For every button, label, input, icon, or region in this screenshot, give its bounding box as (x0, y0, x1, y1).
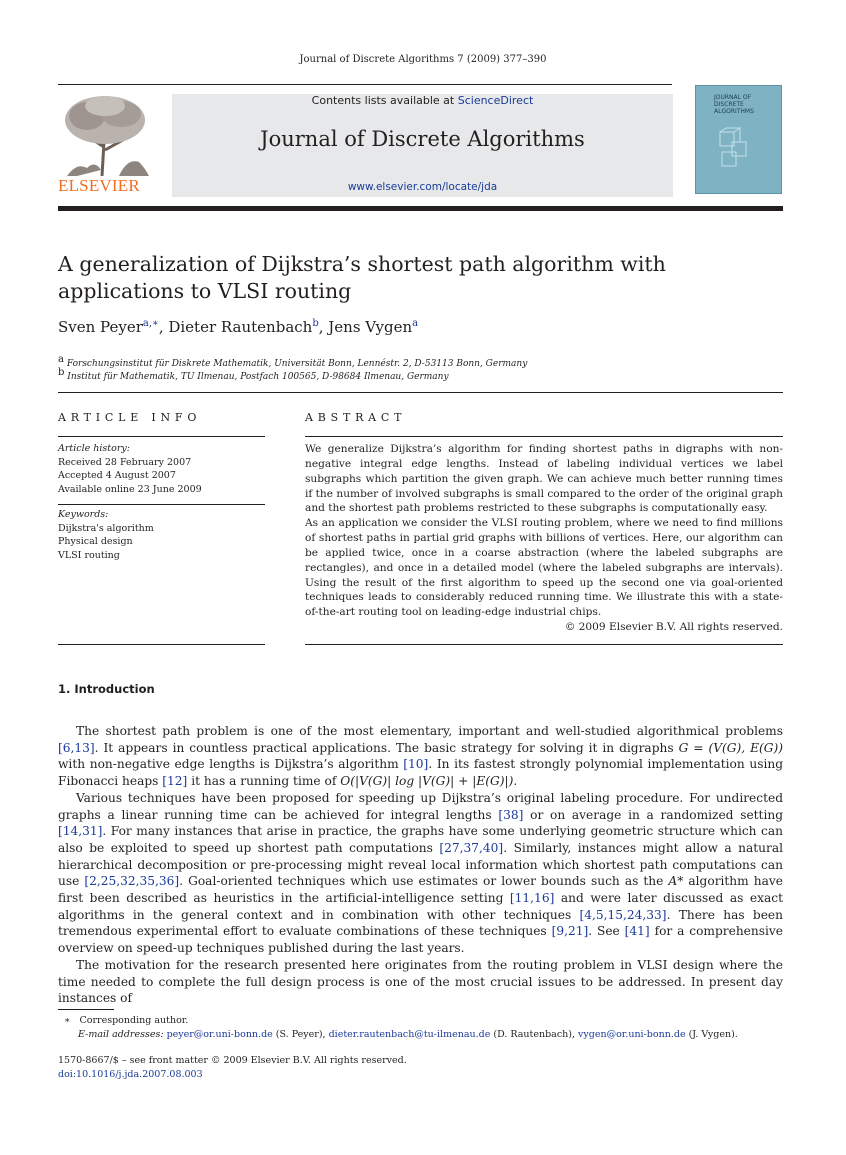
abstract-paragraph: As an application we consider the VLSI routing problem, where we need to find millions of shortest paths in partial grid graphs with billions of vertices. Here, our algorithm can be applied twice, once in a coarse abstraction (where the labeled subgraphs are rectangles), and once in a detailed model (where the labeled subgraphs are intervals). Using the result of the first algorithm to speed up the second one via goal-oriented techniques leads to considerably reduced running time. We illustrate this with a state-of-the-art routing tool on leading-edge industrial chips. (305, 517, 783, 619)
cover-title: JOURNAL OF DISCRETE ALGORITHMS (714, 94, 754, 115)
affiliation-rule (58, 392, 783, 393)
cover-graphic-icon (714, 126, 754, 176)
keywords-label: Keywords: (58, 509, 109, 520)
section-rule (58, 504, 265, 505)
elsevier-tree-logo-icon (57, 92, 155, 176)
citation-link[interactable]: [11,16] (509, 891, 555, 906)
section-rule (58, 436, 265, 437)
footnote-emails: E-mail addresses: peyer@or.uni-bonn.de (S. Peyer), dieter.rautenbach@tu-ilmenau.de (D. Rautenbach), vygen@or.uni-bonn.de (J. Vygen). (78, 1029, 738, 1040)
email-link[interactable]: peyer@or.uni-bonn.de (166, 1029, 273, 1040)
masthead-thick-rule (58, 206, 783, 211)
author-affiliation-marker[interactable]: a,∗ (142, 318, 159, 329)
section-rule (58, 644, 265, 645)
article-info-heading: ARTICLE INFO (58, 411, 202, 424)
citation-link[interactable]: [4,5,15,24,33] (579, 907, 667, 922)
author-name: Dieter Rautenbach (168, 318, 313, 336)
body-text (58, 723, 783, 1007)
author-affiliation-marker[interactable]: a (412, 318, 419, 329)
running-head: Journal of Discrete Algorithms 7 (2009) 377–390 (299, 54, 547, 65)
math-expression: A* (668, 874, 684, 889)
contents-prefix: Contents lists available at (311, 94, 458, 107)
citation-link[interactable]: [9,21] (551, 924, 589, 939)
keyword: VLSI routing (58, 549, 120, 561)
article-history (58, 442, 202, 496)
article-title: A generalization of Dijkstra’s shortest path algorithm with applications to VLSI routing (58, 252, 666, 303)
elsevier-wordmark: ELSEVIER (58, 176, 140, 195)
citation-link[interactable]: [38] (498, 807, 524, 822)
citation-link[interactable]: [2,25,32,35,36] (84, 874, 180, 889)
affiliation: $^a$ Forschungsinstitut für Diskrete Mathematik, Universität Bonn, Lennéstr. 2, D-53113 Bonn, Germany (58, 354, 528, 369)
history-online: Available online 23 June 2009 (58, 483, 202, 495)
abstract-paragraph: We generalize Dijkstra’s algorithm for finding shortest paths in digraphs with non-negative integral edge lengths. Instead of labeling individual vertices we label subgraphs which partition the given graph. We can achieve much better running times if the number of involved subgraphs is small compared to the order of the original graph and the shortest path problems restricted to these subgraphs is computationally easy. (305, 443, 783, 515)
section-heading-introduction: 1. Introduction (58, 682, 155, 696)
body-paragraph: The motivation for the research presented here originates from the routing problem in VLSI design where the time needed to complete the full design process is one of the most crucial issues to be addressed. In present day instances of (58, 957, 783, 1006)
footnote-rule (58, 1009, 114, 1010)
abstract-heading: ABSTRACT (305, 411, 407, 424)
citation-link[interactable]: [10] (403, 757, 429, 772)
math-expression: G = (V(G), E(G)) (678, 740, 783, 755)
section-rule (305, 644, 783, 645)
email-link[interactable]: dieter.rautenbach@tu-ilmenau.de (328, 1029, 491, 1040)
citation-link[interactable]: [12] (162, 774, 188, 789)
doi-link[interactable]: doi:10.1016/j.jda.2007.08.003 (58, 1069, 203, 1080)
header-rule (58, 84, 672, 85)
journal-title: Journal of Discrete Algorithms (260, 127, 585, 151)
history-accepted: Accepted 4 August 2007 (58, 470, 176, 481)
affiliation: $^b$ Institut für Mathematik, TU Ilmenau, Postfach 100565, D-98684 Ilmenau, Germany (58, 367, 449, 382)
sciencedirect-link[interactable]: ScienceDirect (457, 94, 534, 107)
abstract-copyright: © 2009 Elsevier B.V. All rights reserved. (564, 621, 783, 634)
section-rule (305, 436, 783, 437)
abstract-body (305, 442, 783, 635)
history-received: Received 28 February 2007 (58, 456, 192, 468)
journal-cover-thumbnail[interactable] (695, 85, 782, 194)
email-link[interactable]: vygen@or.uni-bonn.de (578, 1029, 686, 1040)
contents-line (172, 94, 673, 107)
front-matter-line: 1570-8667/$ – see front matter © 2009 Elsevier B.V. All rights reserved. (58, 1055, 407, 1066)
citation-link[interactable]: [41] (624, 924, 650, 939)
keyword: Physical design (58, 536, 133, 547)
author-name: Jens Vygen (328, 318, 413, 336)
citation-link[interactable]: [6,13] (58, 740, 95, 755)
history-label: Article history: (58, 443, 130, 454)
body-paragraph: The shortest path problem is one of the most elementary, important and well-studied algorithmical problems [6,13]. It appears in countless practical applications. The basic strategy for solving it in digraphs G = (V(G), E(G)) with non-negative edge lengths is Dijkstra’s algorithm [10]. In its fastest strongly polynomial implementation using Fibonacci heaps [12] it has a running time of O(|V(G)| log |V(G)| + |E(G)|). (58, 724, 783, 789)
citation-link[interactable]: [14,31] (58, 824, 103, 839)
math-expression: O(|V(G)| log |V(G)| + |E(G)|) (340, 774, 514, 789)
citation-link[interactable]: [27,37,40] (439, 840, 504, 855)
author-name: Sven Peyer (58, 318, 143, 336)
body-paragraph: Various techniques have been proposed for speeding up Dijkstra’s original labeling procedure. For undirected graphs a linear running time can be achieved for integral lengths [38] or on average in a randomized setting [14,31]. For many instances that arise in practice, the graphs have some underlying geometric structure which can also be exploited to speed up shortest path computations [27,37,40]. Similarly, instances might allow a natural hierarchical decomposition or pre-processing might reveal local information which shortest path computations can use [2,25,32,35,36]. Goal-oriented techniques which use estimates or lower bounds such as the A* algorithm have first been described as heuristics in the artificial-intelligence setting [11,16] and were later discussed as exact algorithms in the general context and in combination with other techniques [4,5,15,24,33]. There has been tremendous experimental effort to evaluate combinations of these techniques [9,21]. See [41] for a comprehensive overview on speed-up techniques published during the last years. (58, 790, 784, 956)
footnote-corresponding: ∗ Corresponding author. (64, 1015, 189, 1026)
journal-url-link[interactable]: www.elsevier.com/locate/jda (347, 181, 498, 193)
author-affiliation-marker[interactable]: b (312, 318, 319, 329)
keywords (58, 508, 154, 562)
keyword: Dijkstra's algorithm (58, 522, 154, 534)
author-list: Sven Peyer$^{a,∗}$, Dieter Rautenbach$^b$, Jens Vygen$^a$ (58, 318, 419, 336)
